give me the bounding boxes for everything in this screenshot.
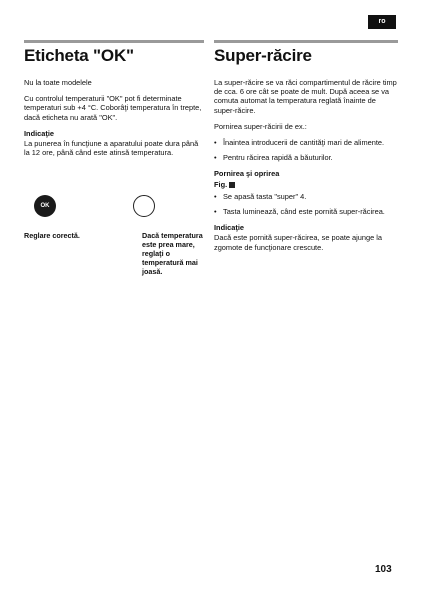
enable-heading: Pornirea super-răcirii de ex.: [214, 121, 307, 131]
on-off-list [214, 192, 398, 216]
bullet-icon: • [214, 153, 217, 163]
left-column [24, 40, 204, 164]
section-title-ok-label: Eticheta "OK" [24, 46, 134, 65]
figure-label: Fig. [214, 179, 228, 189]
on-off-heading: Pornirea şi oprirea [214, 169, 280, 179]
page-number: 103 [375, 564, 392, 575]
list-item [214, 138, 398, 147]
ok-indicator-icon: OK [34, 195, 56, 217]
figure-reference [214, 180, 398, 189]
list-item-text: Înaintea introducerii de cantităţi mari de alimente. [223, 138, 385, 148]
availability-note: Nu la toate modelele [24, 78, 92, 87]
ok-description: Cu controlul temperaturii "OK" pot fi determinate temperaturi sub +4 °C. Coborâţi temperatura în trepte, dacă eticheta nu arată "OK". [24, 94, 202, 122]
temperature-indicators [24, 195, 209, 275]
figure-icon [229, 182, 235, 188]
note-heading: Indicaţie [214, 223, 244, 233]
bullet-icon: • [214, 191, 217, 201]
list-item [214, 153, 398, 162]
list-item [214, 207, 398, 216]
right-column [214, 40, 398, 259]
empty-indicator-icon [133, 195, 155, 217]
list-item-text: Tasta luminează, când este pornită super-răcirea. [223, 207, 385, 217]
section-rule [214, 40, 398, 43]
language-tab: ro [368, 15, 396, 29]
list-item [214, 192, 398, 201]
empty-indicator-caption: Dacă temperatura este prea mare, reglaţi o temperatură mai joasă. [142, 231, 203, 276]
section-title-super-cooling: Super-răcire [214, 46, 312, 65]
bullet-icon: • [214, 207, 217, 217]
bullet-icon: • [214, 138, 217, 148]
section-rule [24, 40, 204, 43]
note-text: Dacă este pornită super-răcirea, se poate ajunge la zgomote de funcţionare crescute. [214, 233, 383, 252]
note-text: La punerea în funcţiune a aparatului poate dura până la 12 ore, până când este atinsă temperatura. [24, 139, 199, 158]
super-cooling-intro: La super-răcire se va răci compartimentul de răcire timp de cca. 6 ore cât se poate de mult. După aceea se va comuta automat la temperatura reglată înainte de super-răcire. [214, 78, 397, 115]
note-heading: Indicaţie [24, 128, 54, 138]
list-item-text: Pentru răcirea rapidă a băuturilor. [223, 153, 333, 163]
enable-list [214, 138, 398, 162]
list-item-text: Se apasă tasta "super" 4. [223, 191, 307, 201]
ok-indicator-caption: Reglare corectă. [24, 231, 80, 240]
